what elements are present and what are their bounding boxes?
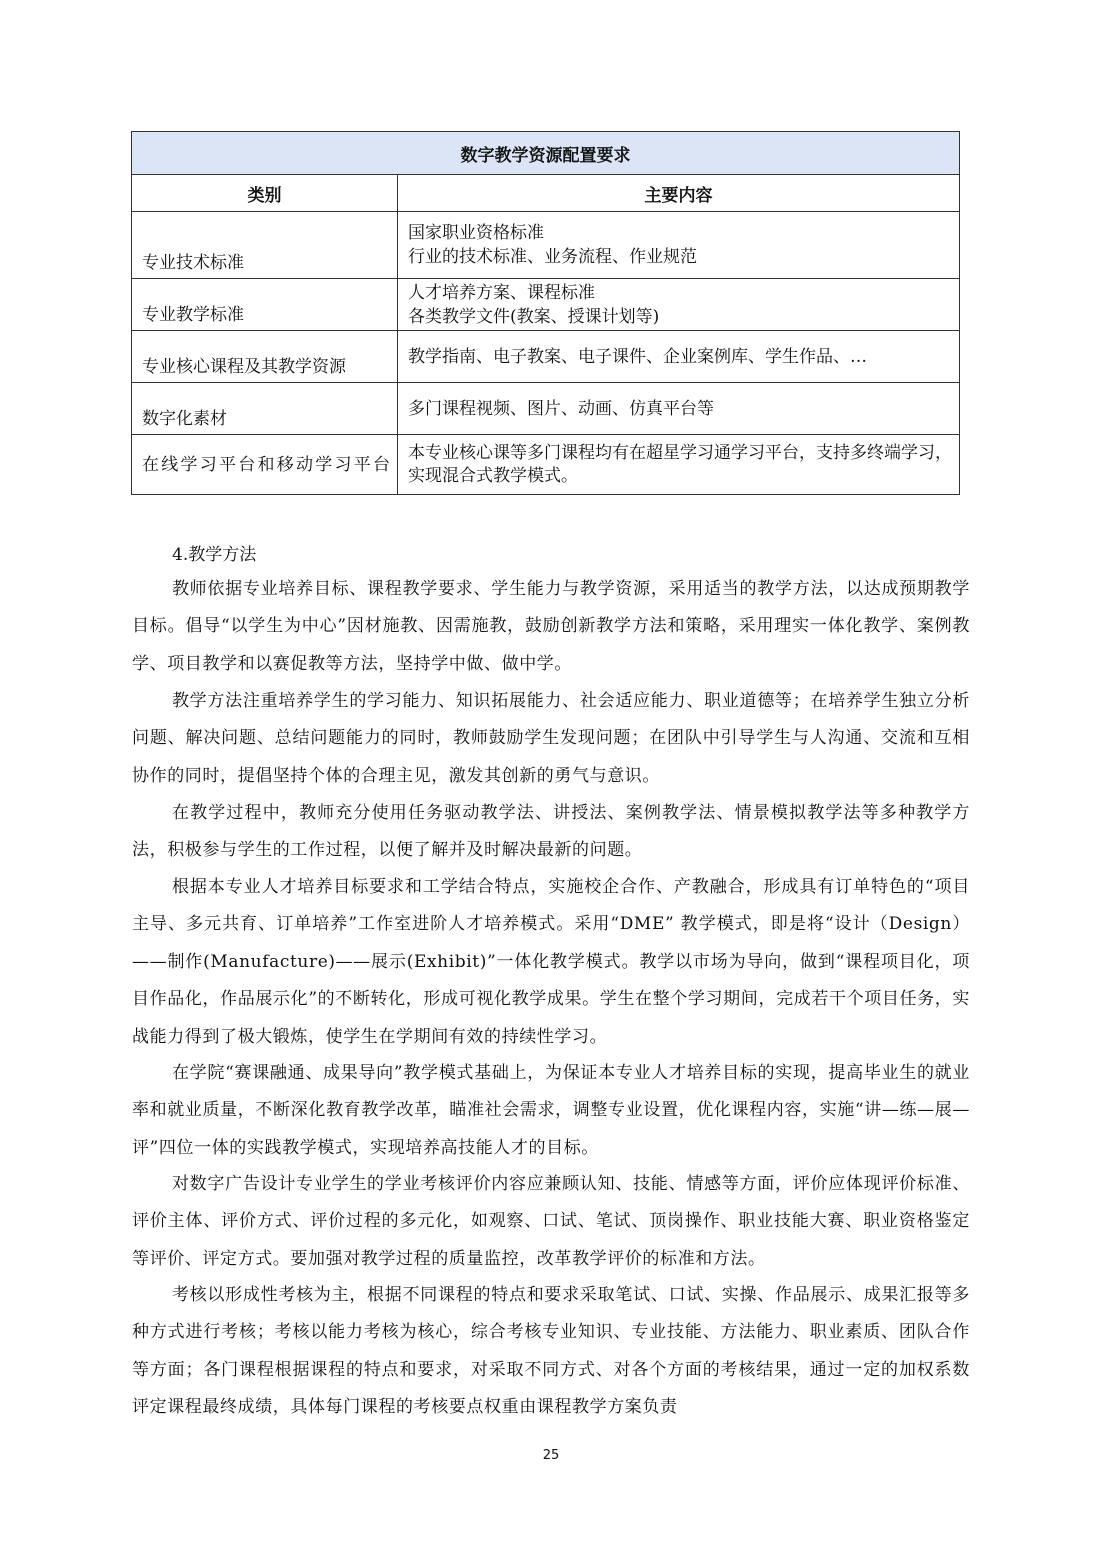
- content-cell: [398, 331, 960, 383]
- content-line: 多门课程视频、图片、动画、仿真平台等: [408, 398, 714, 419]
- paragraph: 在学院“赛课融通、成果导向”教学模式基础上，为保证本专业人才培养目标的实现，提高毕业生的就业率和就业质量，不断深化教育教学改革，瞄准社会需求，调整专业设置，优化课程内容，实施“讲—练—展—评”四位一体的实践教学模式，实现培养高技能人才的目标。: [132, 1063, 970, 1158]
- content-line: 行业的技术标准、业务流程、作业规范: [408, 247, 697, 267]
- column-header-content: 主要内容: [398, 175, 960, 212]
- content-cell: [398, 435, 960, 495]
- table-row: [132, 435, 960, 495]
- content-cell: [398, 279, 960, 331]
- paragraph: 考核以形成性考核为主，根据不同课程的特点和要求采取笔试、口试、实操、作品展示、成果汇报等多种方式进行考核；考核以能力考核为核心，综合考核专业知识、专业技能、方法能力、职业素质、团队合作等方面；各门课程根据课程的特点和要求，对采取不同方式、对各个方面的考核结果，通过一定的加权系数评定课程最终成绩，具体每门课程的考核要点权重由课程教学方案负责: [132, 1285, 970, 1418]
- table-row: [132, 383, 960, 435]
- paragraph: 对数字广告设计专业学生的学业考核评价内容应兼顾认知、技能、情感等方面，评价应体现评价标准、评价主体、评价方式、评价过程的多元化，如观察、口试、笔试、顶岗操作、职业技能大赛、职业资格鉴定等评价、评定方式。要加强对教学过程的质量监控，改革教学评价的标准和方法。: [132, 1174, 970, 1269]
- category-cell: 在线学习平台和移动学习平台: [132, 435, 398, 495]
- column-header-category: 类别: [132, 175, 398, 212]
- category-cell: 数字化素材: [132, 383, 398, 435]
- content-cell: [398, 212, 960, 279]
- resource-requirements-table: [131, 131, 960, 495]
- paragraph: 在教学过程中，教师充分使用任务驱动教学法、讲授法、案例教学法、情景模拟教学法等多种教学方法，积极参与学生的工作过程，以便了解并及时解决最新的问题。: [132, 803, 970, 861]
- table-title: 数字教学资源配置要求: [132, 132, 960, 175]
- paragraph: 教师依据专业培养目标、课程教学要求、学生能力与教学资源，采用适当的教学方法，以达成预期教学目标。倡导“以学生为中心”因材施教、因需施教，鼓励创新教学方法和策略，采用理实一体化教学、案例教学、项目教学和以赛促教等方法，坚持学中做、做中学。: [132, 579, 970, 674]
- content-line: 本专业核心课等多门课程均有在超星学习通学习平台，支持多终端学习，实现混合式教学模式。: [408, 442, 952, 486]
- content-line: 人才培养方案、课程标准: [408, 282, 595, 303]
- content-cell: [398, 383, 960, 435]
- table-row: [132, 279, 960, 331]
- section-heading: 4.教学方法: [172, 545, 257, 565]
- category-cell: 专业技术标准: [132, 212, 398, 279]
- table-row: [132, 331, 960, 383]
- category-cell: 专业教学标准: [132, 279, 398, 331]
- content-line: 教学指南、电子教案、电子课件、企业案例库、学生作品、…: [408, 346, 867, 367]
- category-cell: 专业核心课程及其教学资源: [132, 331, 398, 383]
- paragraph: 教学方法注重培养学生的学习能力、知识拓展能力、社会适应能力、职业道德等；在培养学生独立分析问题、解决问题、总结问题能力的同时，教师鼓励学生发现问题；在团队中引导学生与人沟通、交流和互相协作的同时，提倡坚持个体的合理主见，激发其创新的勇气与意识。: [132, 691, 970, 786]
- content-line: 各类教学文件(教案、授课计划等): [408, 306, 660, 327]
- paragraph: 根据本专业人才培养目标要求和工学结合特点，实施校企合作、产教融合，形成具有订单特色的“项目主导、多元共育、订单培养”工作室进阶人才培养模式。采用“DME” 教学模式，即是将“设计（Design）——制作(Manufacture)——展示(Exhibit)”一体化教学模式。教学以市场为导向，做到“课程项目化，项目作品化，作品展示化”的不断转化，形成可视化教学成果。学生在整个学习期间，完成若干个项目任务，实战能力得到了极大锻炼，使学生在学期间有效的持续性学习。: [132, 877, 970, 1047]
- content-line: 国家职业资格标准: [408, 223, 544, 243]
- page-number: 25: [542, 1448, 560, 1463]
- table-row: [132, 212, 960, 279]
